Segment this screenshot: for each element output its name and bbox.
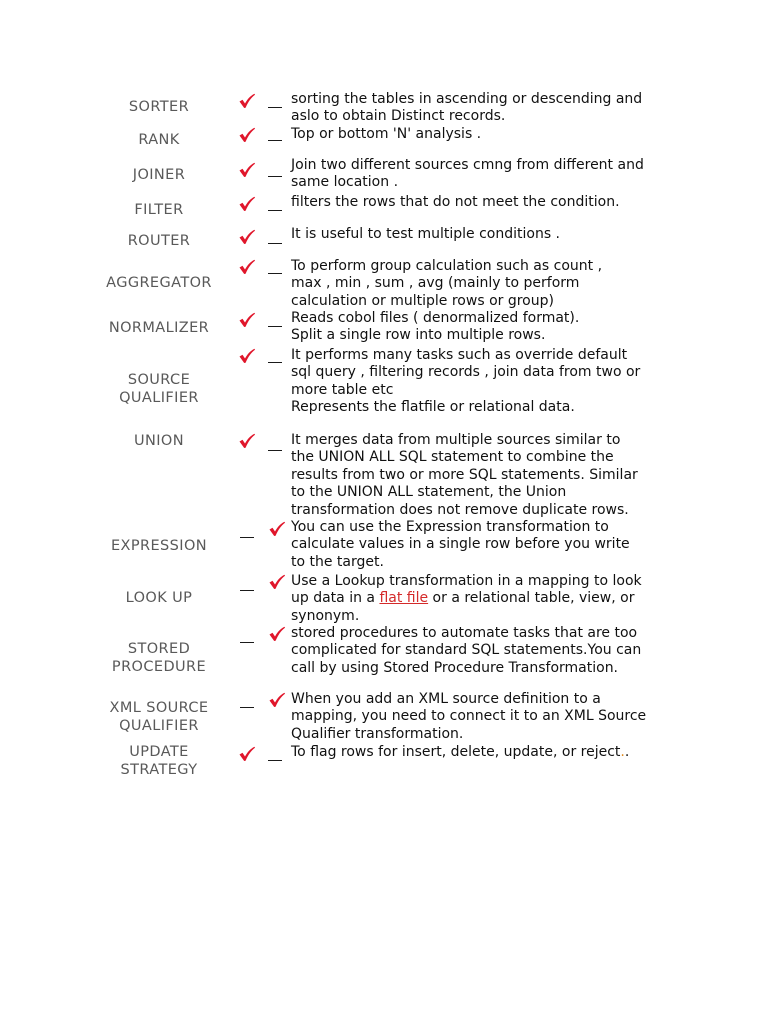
transformation-name: NORMALIZER [108,320,210,336]
blank-line [268,362,282,363]
transformation-name: UNION [134,433,184,449]
transformation-description: You can use the Expression transformation to calculate values in a single row before you write to the target. [291,519,630,570]
period-mark: . [620,744,625,760]
check-mark-icon [238,93,256,109]
check-mark-icon [268,521,286,537]
check-mark-icon [268,574,286,590]
blank-line [240,537,254,538]
check-mark-icon [238,127,256,143]
description-text: or a relational table, view, or synonym. [291,590,635,624]
check-mark-icon [238,196,256,212]
transformation-description: filters the rows that do not meet the condition. [291,194,620,210]
check-mark-icon [238,312,256,328]
transformation-description: stored procedures to automate tasks that are too complicated for standard SQL statements.You can call by using Stored Procedure Transformation. [291,625,642,676]
blank-line [268,326,282,327]
transformation-name: ROUTER [127,233,191,249]
transformation-name: SORTER [128,99,190,115]
transformation-description: To perform group calculation such as count , max , min , sum , avg (mainly to perform calculation or multiple rows or group) [291,258,603,309]
check-mark-icon [238,162,256,178]
transformation-name: LOOK UP [125,590,193,606]
blank-line [268,243,282,244]
check-mark-icon [238,229,256,245]
transformation-name: XML SOURCE QUALIFIER [109,700,209,734]
transformation-description: It is useful to test multiple conditions . [291,226,561,242]
blank-line [268,760,282,761]
check-mark-icon [238,746,256,762]
flat-file-link[interactable]: flat file [379,590,429,607]
description-text: To flag rows for insert, delete, update, or reject [291,744,621,760]
transformation-description [291,573,691,625]
transformation-name: RANK [138,132,180,148]
transformation-description: Top or bottom 'N' analysis . [291,126,482,142]
transformation-description: It performs many tasks such as override default sql query , filtering records , join data from two or more table etc Represents the flatfile or relational data. [291,347,641,416]
transformation-description [291,744,691,761]
transformation-name: SOURCE QUALIFIER [119,372,199,406]
check-mark-icon [238,433,256,449]
blank-line [240,590,254,591]
transformation-description: It merges data from multiple sources similar to the UNION ALL SQL statement to combine the results from two or more SQL statements. Similar to the UNION ALL statement, the Union transformation does not remove duplicate rows. [291,432,638,518]
blank-line [268,107,282,108]
description-text: . [624,744,630,760]
blank-line [268,176,282,177]
transformation-name: JOINER [132,167,186,183]
blank-line [268,210,282,211]
check-mark-icon [238,259,256,275]
transformation-name: STORED PROCEDURE [111,641,207,675]
blank-line [268,450,282,451]
transformation-name: UPDATE STRATEGY [120,744,198,778]
blank-line [268,140,282,141]
blank-line [240,642,254,643]
transformation-description: Reads cobol files ( denormalized format). Split a single row into multiple rows. [291,310,580,344]
check-mark-icon [268,626,286,642]
check-mark-icon [238,348,256,364]
transformation-description: When you add an XML source definition to a mapping, you need to connect it to an XML Source Qualifier transformation. [291,691,647,742]
description-text: Use a Lookup transformation in a mapping to look up data in a [291,573,642,607]
blank-line [268,273,282,274]
check-mark-icon [268,692,286,708]
transformation-name: FILTER [134,202,184,218]
blank-line [240,707,254,708]
transformation-name: AGGREGATOR [106,275,212,291]
transformation-name: EXPRESSION [110,538,208,554]
transformation-description: Join two different sources cmng from different and same location . [291,157,644,191]
transformation-description: sorting the tables in ascending or descending and aslo to obtain Distinct records. [291,91,643,125]
